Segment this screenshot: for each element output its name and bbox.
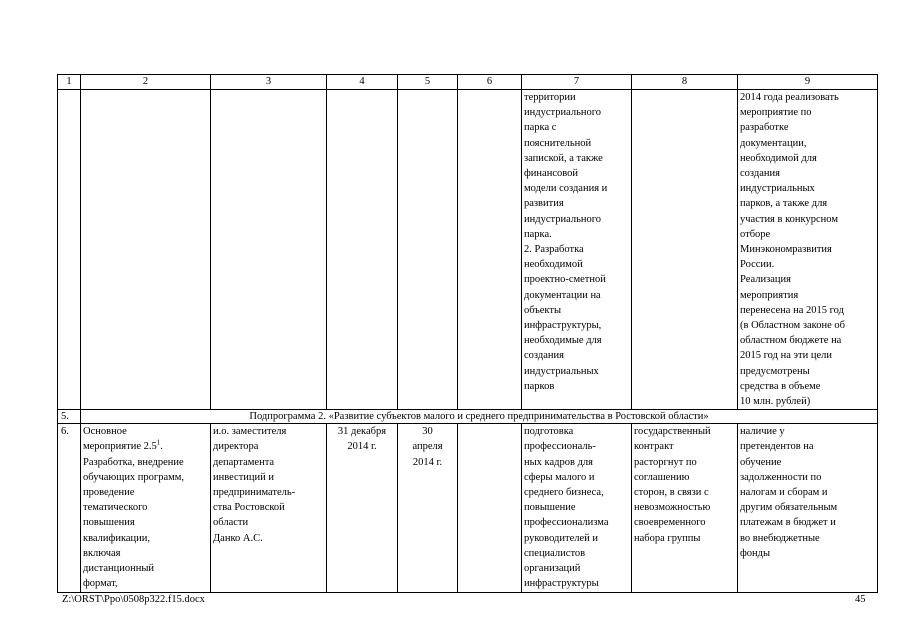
cell-line: Основное <box>83 426 127 438</box>
cell-line: во внебюджетные <box>740 532 820 544</box>
cell-line: разработке <box>740 122 789 134</box>
table-cell-col8 <box>632 424 738 592</box>
table-cell-col4 <box>327 424 398 592</box>
header-row <box>58 75 878 90</box>
cell-line: фонды <box>740 547 771 559</box>
cell-line: обучающих программ, <box>83 471 185 483</box>
cell-line: документации, <box>740 137 807 149</box>
item-row <box>58 424 878 592</box>
header-cell: 3 <box>211 75 327 90</box>
file-path: Z:\ORST\Ppo\0508p322.f15.docx <box>62 594 205 605</box>
cell-line: задолженности по <box>740 471 822 483</box>
cell-line: дистанционный <box>83 563 155 575</box>
table-cell <box>632 90 738 410</box>
table-cell <box>458 90 522 410</box>
cell-line: специалистов <box>524 547 586 559</box>
cell-line: руководителей и <box>524 532 598 544</box>
cell-line: ства Ростовской <box>213 502 285 514</box>
cell-line: налогам и сборам и <box>740 487 828 499</box>
header-cell: 5 <box>398 75 458 90</box>
cell-line: претендентов на <box>740 441 814 453</box>
cell-line: 10 млн. рублей) <box>740 396 811 408</box>
header-cell: 8 <box>632 75 738 90</box>
cell-line: ных кадров для <box>524 456 593 468</box>
cell-line: парков, а также для <box>740 198 828 210</box>
header-cell: 4 <box>327 75 398 90</box>
cell-line: индустриального <box>524 213 602 225</box>
cell-line: Минэкономразвития <box>740 244 832 256</box>
table-cell <box>211 90 327 410</box>
cell-line: департамента <box>213 456 275 468</box>
table-cell-col3 <box>211 424 327 592</box>
cell-line: профессиональ- <box>524 441 596 453</box>
cell-line: повышения <box>83 517 135 529</box>
cell-line: участия в конкурсном <box>740 213 838 225</box>
header-cell: 1 <box>58 75 81 90</box>
cell-line: средства в объеме <box>740 380 821 392</box>
cell-line: профессионализма <box>524 517 609 529</box>
cell-line: парка. <box>524 228 552 240</box>
cell-line: формат, <box>83 578 118 590</box>
cell-line: запиской, а также <box>524 152 603 164</box>
continuation-row <box>58 90 878 410</box>
cell-line: среднего бизнеса, <box>524 487 604 499</box>
page-number: 45 <box>855 594 866 605</box>
row-number: 5. <box>58 410 81 424</box>
cell-line: индустриальных <box>740 183 815 195</box>
header-cell: 6 <box>458 75 522 90</box>
cell-line: инфраструктуры, <box>524 320 602 332</box>
cell-line: другим обязательным <box>740 502 838 514</box>
cell-line: повышение <box>524 502 576 514</box>
table-cell <box>327 90 398 410</box>
cell-line: необходимой <box>524 259 583 271</box>
cell-line: 31 декабря <box>337 426 387 438</box>
cell-line: 2014 года реализовать <box>740 92 839 103</box>
cell-line: проведение <box>83 487 135 499</box>
cell-line: создания <box>740 168 780 180</box>
cell-line <box>83 439 208 454</box>
cell-line: включая <box>83 547 121 559</box>
table-cell <box>398 90 458 410</box>
cell-line: инвестиций и <box>213 471 275 483</box>
cell-line: проектно-сметной <box>524 274 606 286</box>
cell-line: предусмотрены <box>740 365 810 377</box>
cell-line: Реализация <box>740 274 791 286</box>
table-cell <box>458 424 522 592</box>
cell-line: создания <box>524 350 564 362</box>
table-cell <box>81 90 211 410</box>
cell-line: индустриального <box>524 107 602 119</box>
cell-line: сторон, в связи с <box>634 487 709 499</box>
cell-line: инфраструктуры <box>524 578 599 590</box>
cell-line: и.о. заместителя <box>213 426 287 438</box>
cell-line: платежам в бюджет и <box>740 517 836 529</box>
subprogram-row <box>58 410 878 424</box>
cell-line: квалификации, <box>83 532 151 544</box>
cell-line: соглашению <box>634 471 690 483</box>
cell-line: 2014 г. <box>347 441 377 453</box>
header-cell: 2 <box>81 75 211 90</box>
cell-line: 2014 г. <box>412 456 443 468</box>
table-cell-col2 <box>81 424 211 592</box>
cell-line: своевременного <box>634 517 706 529</box>
cell-line: Данко А.С. <box>213 532 263 544</box>
cell-line: организаций <box>524 563 581 575</box>
cell-line: набора группы <box>634 532 701 544</box>
table-cell-col5 <box>398 424 458 592</box>
cell-line: предприниматель- <box>213 487 296 499</box>
cell-line: необходимые для <box>524 335 602 347</box>
table-cell-col7 <box>522 90 632 410</box>
cell-line-text: мероприятие 2.5 <box>83 441 157 453</box>
cell-line: наличие у <box>740 426 785 438</box>
table-cell-col7 <box>522 424 632 592</box>
table-cell <box>58 90 81 410</box>
cell-line: мероприятия <box>740 289 799 301</box>
cell-line: документации на <box>524 289 601 301</box>
cell-line: 30 <box>422 426 433 438</box>
cell-line: модели создания и <box>524 183 608 195</box>
cell-line: обучение <box>740 456 782 468</box>
cell-line: контракт <box>634 441 674 453</box>
cell-line: пояснительной <box>524 137 592 149</box>
cell-line: отборе <box>740 228 771 240</box>
subprogram-title: Подпрограмма 2. «Развитие субъектов малого и среднего предпринимательства в Ростовской области» <box>81 410 878 424</box>
cell-line: перенесена на 2015 год <box>740 304 844 316</box>
cell-line: парков <box>524 380 555 392</box>
cell-line: расторгнут по <box>634 456 697 468</box>
table-cell-col9 <box>738 90 878 410</box>
cell-line: директора <box>213 441 259 453</box>
cell-line: 2. Разработка <box>524 244 584 256</box>
cell-line: 2015 год на эти цели <box>740 350 832 362</box>
cell-line: необходимой для <box>740 152 817 164</box>
cell-line-tail: . <box>160 441 163 453</box>
cell-line: России. <box>740 259 775 271</box>
cell-line: областном бюджете на <box>740 335 842 347</box>
cell-line: тематического <box>83 502 148 514</box>
cell-line: Разработка, внедрение <box>83 456 184 468</box>
table-cell-col9 <box>738 424 878 592</box>
cell-line: области <box>213 517 249 529</box>
cell-line: индустриальных <box>524 365 599 377</box>
row-number: 6. <box>58 424 81 592</box>
cell-lines <box>83 455 208 592</box>
cell-line: мероприятие по <box>740 107 812 119</box>
cell-line: (в Областном законе об <box>740 320 845 332</box>
cell-line: парка с <box>524 122 557 134</box>
cell-line: финансовой <box>524 168 578 180</box>
cell-line: апреля <box>412 441 443 453</box>
cell-line: развития <box>524 198 564 210</box>
header-cell: 7 <box>522 75 632 90</box>
data-table <box>57 74 878 593</box>
cell-line: территории <box>524 92 576 103</box>
cell-line: сферы малого и <box>524 471 595 483</box>
header-cell: 9 <box>738 75 878 90</box>
cell-line: невозможностью <box>634 502 711 514</box>
cell-line: подготовка <box>524 426 574 438</box>
cell-line: государственный <box>634 426 711 438</box>
cell-line: объекты <box>524 304 562 316</box>
footnote-mark: 1 <box>156 438 161 447</box>
